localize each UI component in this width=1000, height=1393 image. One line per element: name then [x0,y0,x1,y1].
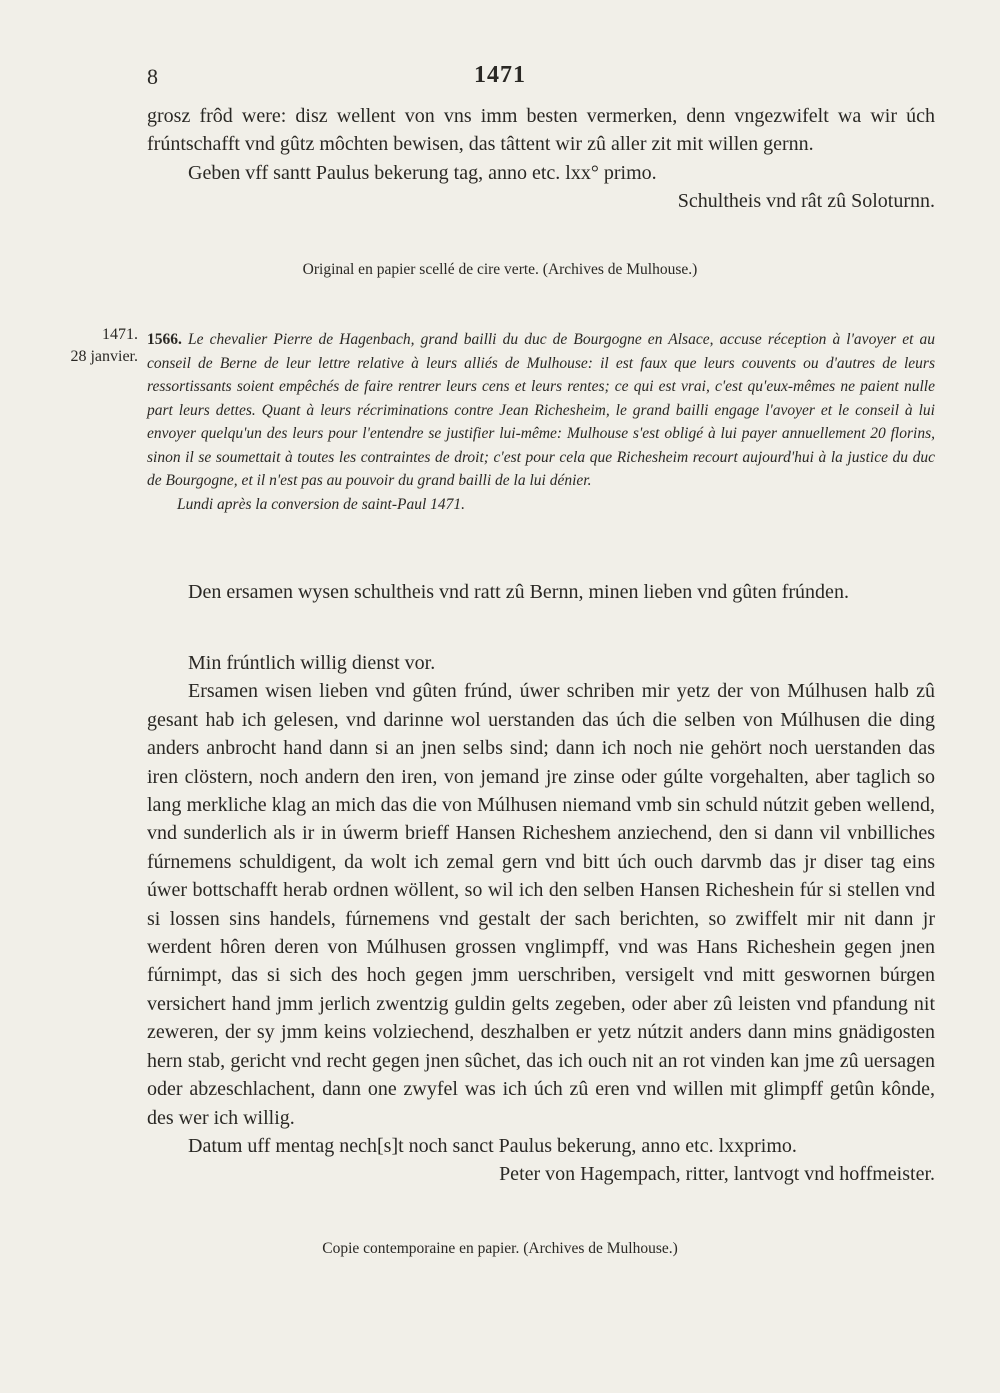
letter-address [147,578,935,606]
summary-text: Le chevalier Pierre de Hagenbach, grand bailli du duc de Bourgogne en Alsace, accuse réception à l'avoyer et au conseil de Berne de leur lettre relative à leurs alliés de Mulhouse: il est faux que leurs couvents ou d'autres de leurs ressortissants soient empêchés de faire rentrer leurs cens et leurs rentes; ce qui est vrai, c'est qu'eux-mêmes ne paient nulle part leurs dettes. Quant à leurs récriminations contre Jean Richesheim, le grand bailli engage l'avoyer et le conseil à lui envoyer quelqu'un des leurs pour l'entendre se justifier lui-même: Mulhouse s'est obligé à lui payer annuellement 20 florins, sinon il se soumettait à toutes les contraintes de droit; c'est pour cela que Richesheim recourt aujourd'hui à la justice du duc de Bourgogne, et il n'est pas au pouvoir du grand bailli de la lui dénier. [147,331,935,489]
body-paragraph: Ersamen wisen lieben vnd gûten frúnd, úwer schriben mir yetz der von Múlhusen halb zû gesant hab ich gelesen, vnd darinne wol uerstanden das úch die selben von Múlhusen die ding anders anbrocht hand dann si an jnen selbs sind; dann ich noch nie gehört noch uerstanden das iren clöstern, noch andern den iren, von jemand jre zinse oder gúlte vorgehalten, aber taglich so lang merkliche klag an mich das die von Múlhusen niemand vmb sin schuld nútzit geben wellend, vnd sunderlich als ir in úwerm brieff Hansen Richeshem anziechend, den si dann vil vnbilliches fúrnemens schuldigent, da wolt ich zemal gern vnd bitt úch ouch darvmb das jr diser tag eins úwer bottschafft herab ordnen wöllent, so wil ich den selben Hansen Richeshein fúr si stellen vnd si lossen sins handels, fúrnemens vnd gestalt der sach berichten, so zwiffelt mir nit dann jr werdent hôren deren von Múlhusen grossen vnglimpff, vnd was Hans Richeshein gegen jnen fúrnimpt, das si sich des hoch gegen jmm uerschriben, versigelt vnd mitt geswornen búrgen versichert hand jmm jerlich zwentzig guldin gelts zegeben, oder aber zû leisten vnd pfandung nit zeweren, der sy jmm keins volziechend, deszhalben er yetz nútzit anders dann mins gnädigosten hern stab, gericht vnd recht gegen jnen sûchet, das ich ouch nit an rot vinden kan jme zû uersagen oder abzeschlachent, dann one zwyfel was ich úch zû eren vnd willen mit glimpff getûn kônde, des wer ich willig. [147,680,935,1129]
letter-body [147,649,935,1189]
summary-date-line: Lundi après la conversion de saint-Paul 1471. [177,495,466,513]
previous-document-text [147,102,935,216]
document-number: 1566. [147,331,182,348]
closing-line: Datum uff mentag nech[s]t noch sanct Paulus bekerung, anno etc. lxxprimo. [188,1134,797,1157]
letter-signature: Peter von Hagempach, ritter, lantvogt vnd hoffmeister. [499,1163,935,1186]
margin-date [54,324,138,368]
document-summary [147,328,935,516]
running-head: 1471 [474,62,526,88]
source-note: Copie contemporaine en papier. (Archives de Mulhouse.) [322,1240,678,1257]
margin-year: 1471. [102,326,138,343]
greeting: Min frúntlich willig dienst vor. [188,652,436,674]
previous-date-line: Geben vff santt Paulus bekerung tag, anno etc. lxx° primo. [188,161,657,184]
previous-paragraph: grosz frôd were: disz wellent von vns imm besten vermerken, denn vngezwifelt wa wir úch frúntschafft vnd gûtz môchten bewisen, das tâttent wir zû aller zit mit willen gernn. [147,105,935,156]
margin-day: 28 janvier. [70,348,138,365]
address-text: Den ersamen wysen schultheis vnd ratt zû Bernn, minen lieben vnd gûten frúnden. [188,581,849,603]
previous-signature: Schultheis vnd rât zû Soloturnn. [677,190,935,213]
page-number: 8 [147,64,158,89]
previous-source-note: Original en papier scellé de cire verte. (Archives de Mulhouse.) [302,261,698,278]
